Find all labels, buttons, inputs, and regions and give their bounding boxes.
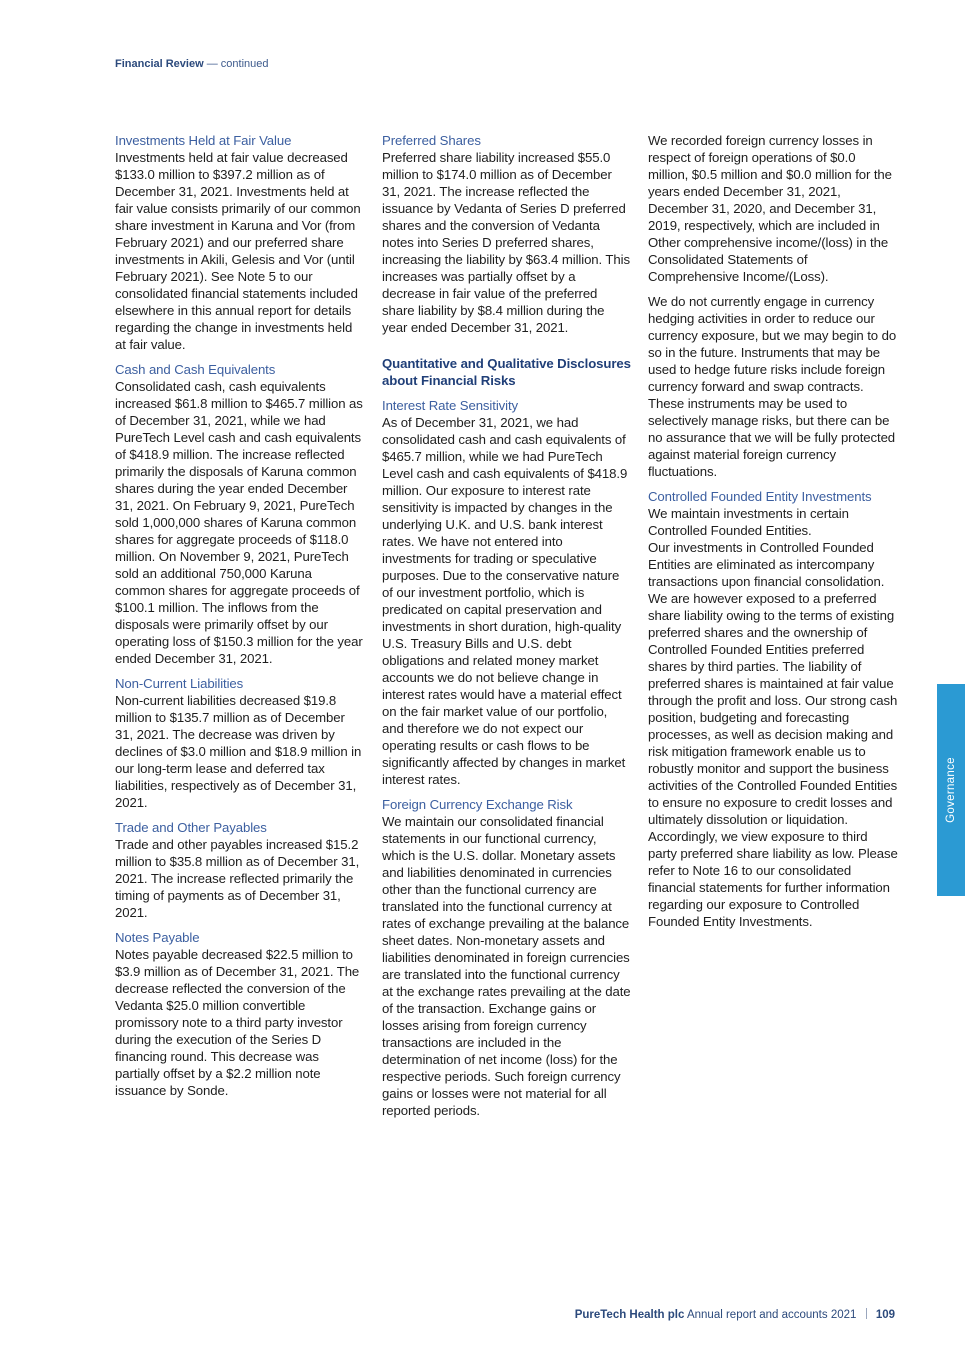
governance-tab-label: Governance (945, 757, 957, 823)
paragraph: Trade and other payables increased $15.2 million to $35.8 million as of December 31, 2021. The increase reflected primarily the timing of payments as of December 31, 2021. (115, 837, 360, 920)
heading-financial-risks: Quantitative and Qualitative Disclosures about Financial Risks (382, 356, 631, 388)
heading-cash: Cash and Cash Equivalents (115, 362, 276, 377)
paragraph: We maintain our consolidated financial statements in our functional currency, which is the U.S. dollar. Monetary assets and liabilities denominated in currencies other than the functional currency are translated into the functional currency at rates of exchange prevailing at the balance sheet dates. Non-monetary assets and liabilities denominated in foreign currencies are translated into the functional currency at the exchange rates prevailing at the date of the transaction. Exchange gains or losses arising from foreign currency transactions are included in the determination of net income (loss) for the respective periods. Such foreign currency gains or losses were not material for all reported periods. (382, 814, 631, 1118)
paragraph: As of December 31, 2021, we had consolidated cash and cash equivalents of $465.7 million, while we had PureTech Level cash and cash equivalents of $418.9 million. Our exposure to interest rate sensitivity is impacted by changes in the underlying U.K. and U.S. bank interest rates. We have not entered into investments for trading or speculative purposes. Due to the conservative nature of our investment portfolio, which is predicated on capital preservation and investments in short duration, high-quality U.S. Treasury Bills and U.S. debt obligations and related money market accounts we do not believe change in interest rates would have a material effect on the fair market value of our portfolio, and therefore we do not expect our operating results or cash flows to be significantly affected by changes in market interest rates. (382, 415, 628, 787)
section-financial-risks (382, 355, 632, 389)
footer-company: PureTech Health plc (574, 1309, 685, 1321)
section-fx-risk (382, 796, 632, 1119)
section-investments (115, 132, 365, 353)
section-cash (115, 361, 365, 667)
page-footer (575, 1308, 895, 1321)
paragraph: Investments held at fair value decreased $133.0 million to $397.2 million as of December 31, 2021. Investments held at fair value consists primarily of our common share investment in Karuna and Vor (from February 2021) and our preferred share investments in Akili, Gelesis and Vor (until February 2021). See Note 5 to our consolidated financial statements included elsewhere in this annual report for details regarding the change in investments held at fair value. (115, 150, 361, 352)
section-controlled-entities (648, 488, 898, 930)
column-3 (648, 132, 898, 938)
section-trade-payables (115, 819, 365, 921)
heading-controlled-entities: Controlled Founded Entity Investments (648, 489, 872, 504)
heading-non-current-liabilities: Non-Current Liabilities (115, 676, 244, 691)
heading-trade-payables: Trade and Other Payables (115, 820, 267, 835)
section-interest-rate (382, 397, 632, 788)
page-number: 109 (875, 1309, 895, 1321)
footer-report: Annual report and accounts 2021 (686, 1309, 857, 1321)
section-fx-continued (648, 132, 898, 480)
column-1 (115, 132, 365, 1107)
footer-divider (866, 1308, 867, 1319)
governance-tab[interactable] (937, 684, 965, 896)
heading-preferred-shares: Preferred Shares (382, 133, 481, 148)
paragraph: Preferred share liability increased $55.0 million to $174.0 million as of December 31, 2021. The increase reflected the issuance by Vedanta of Series D preferred shares and the conversion of Vedanta notes into Series D preferred shares, increasing the liability by $63.4 million. This increases was partially offset by a decrease in fair value of the preferred share liability by $8.4 million during the year ended December 31, 2021. (382, 150, 630, 335)
section-notes-payable (115, 929, 365, 1099)
paragraph: We do not currently engage in currency hedging activities in order to reduce our currency exposure, but we may begin to do so in the future. Instruments that may be used to hedge future risks include foreign currency forward and swap contracts. These instruments may be used to selectively manage risks, but there can be no assurance that we will be fully protected against material foreign currency fluctuations. (648, 294, 897, 479)
section-preferred-shares (382, 132, 632, 336)
section-non-current-liabilities (115, 675, 365, 811)
continued-label: — continued (206, 58, 269, 70)
paragraph: Consolidated cash, cash equivalents increased $61.8 million to $465.7 million as of December 31, 2021, while we had PureTech Level cash and cash equivalents of $418.9 million. The increase reflected primarily the disposals of Karuna common shares during the year ended December 31, 2021. On February 9, 2021, PureTech sold 1,000,000 shares of Karuna common shares for aggregate proceeds of $118.0 million. On November 9, 2021, PureTech sold an additional 750,000 Karuna common shares for aggregate proceeds of $100.1 million. The inflows from the disposals were primarily offset by our operating loss of $150.3 million for the year ended December 31, 2021. (115, 379, 363, 666)
heading-investments: Investments Held at Fair Value (115, 133, 292, 148)
paragraph: We maintain investments in certain Controlled Founded Entities. (648, 506, 849, 538)
paragraph: Our investments in Controlled Founded Entities are eliminated as intercompany transactions upon financial consolidation. We are however exposed to a preferred share liability owing to the terms of existing preferred shares and the ownership of Controlled Founded Entities preferred shares by third parties. The liability of preferred shares is maintained at fair value through the profit and loss. Our strong cash position, budgeting and forecasting processes, as well as decision making and risk mitigation framework enable us to robustly monitor and support the business activities of the Controlled Founded Entities to ensure no exposure to credit losses and ultimately dissolution or liquidation. Accordingly, we view exposure to third party preferred share liability as low. Please refer to Note 16 to our consolidated financial statements for further information regarding our exposure to Controlled Founded Entity Investments. (648, 540, 898, 929)
heading-notes-payable: Notes Payable (115, 930, 200, 945)
paragraph: We recorded foreign currency losses in respect of foreign operations of $0.0 million, $0.5 million and $0.0 million for the years ended December 31, 2021, December 31, 2020, and December 31, 2019, respectively, which are included in Other comprehensive income/(loss) in the Consolidated Statements of Comprehensive Income/(Loss). (648, 133, 892, 284)
running-header (115, 58, 268, 70)
paragraph: Non-current liabilities decreased $19.8 million to $135.7 million as of December 31, 2021. The decrease was driven by declines of $3.0 million and $18.9 million in our long-term lease and deferred tax liabilities, respectively as of December 31, 2021. (115, 693, 362, 810)
column-2 (382, 132, 632, 1127)
heading-fx-risk: Foreign Currency Exchange Risk (382, 797, 573, 812)
heading-interest-rate: Interest Rate Sensitivity (382, 398, 519, 413)
paragraph: Notes payable decreased $22.5 million to $3.9 million as of December 31, 2021. The decrease reflected the conversion of the Vedanta $25.0 million convertible promissory note to a third party investor during the execution of the Series D financing round. This decrease was partially offset by a $2.2 million note issuance by Sonde. (115, 947, 360, 1098)
section-name: Financial Review (115, 58, 204, 70)
